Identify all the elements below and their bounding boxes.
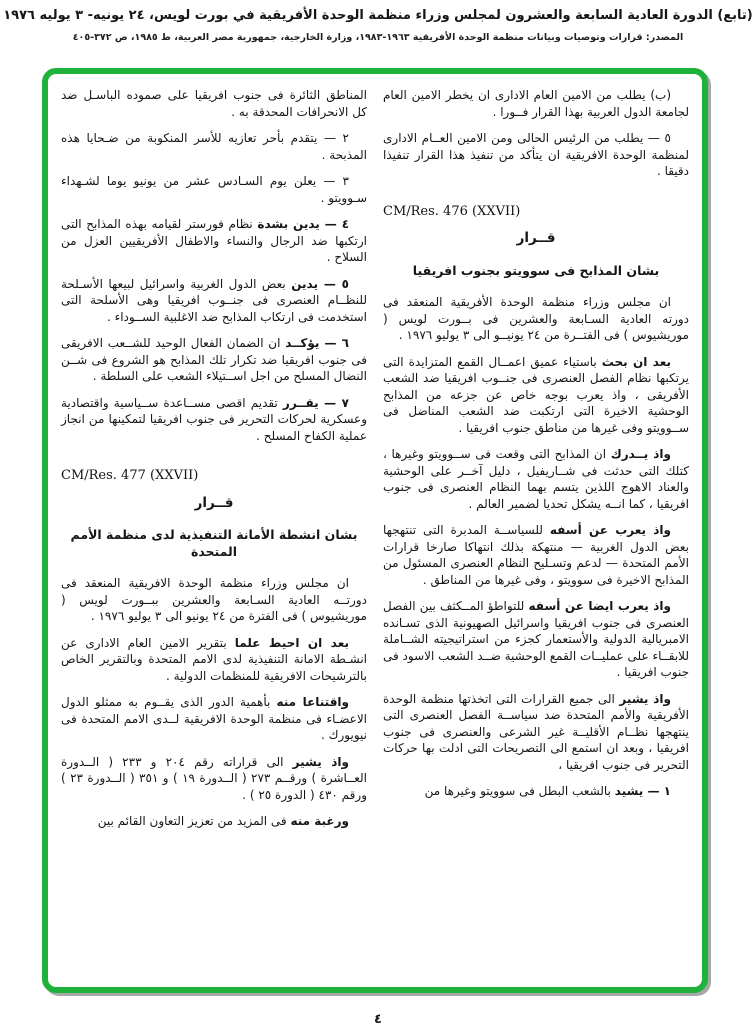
paragraph-lead: واذ يــدرك — [610, 447, 671, 461]
document-frame — [42, 68, 708, 993]
paragraph-text: ان مجلس وزراء منظمة الوحدة الأفريقية المنعقد فى دورته العادية السـابعة والعشرين فى بــورت لويس ( موريشيوس ) فى الفتــرة من ٢٤ يونيــو الى ٣ يوليو ١٩٧٦ . — [383, 295, 689, 342]
preamble-paragraph — [61, 694, 367, 744]
paragraph-lead: واذ يعرب ايضا عن أسفه — [528, 599, 671, 613]
paragraph-text: باستياء عميق اعمــال القمع المتزايدة التى يرتكبها نظام الفصل العنصرى فى جنــوب افريقيا ضد الشعب الأفريقى ، واذ يعرب بوجه خاص عن جزعه من المذابح الوحشية الاخيرة التى ارتكبت ضد الشعب المناضل فى ســوويتو وفى غيرها من مناطق جنوب افريقيا . — [383, 354, 689, 435]
preamble-paragraph — [61, 575, 367, 625]
preamble-paragraph — [61, 813, 367, 830]
source-line: المصدر: قرارات وتوصيات وبيانات منظمة الوحدة الأفريقية ١٩٦٣-١٩٨٣، وزارة الخارجية، جمهورية مصر العربية، ط ١٩٨٥، ص ٣٧٢-٤٠٥ — [72, 32, 684, 43]
resolution-subject: بشان انشطة الأمانة التنفيذية لدى منظمة الأمم المتحدة — [70, 527, 358, 559]
clause-paragraph — [383, 783, 689, 800]
paragraph-text: بالشعب البطل فى سوويتو وغيرها من — [424, 784, 611, 798]
paragraph-lead: واذ يشير — [292, 754, 349, 769]
preamble-paragraph — [383, 691, 689, 774]
column-right — [383, 87, 689, 979]
paragraph-text: للتواطؤ المــكثف بين الفصل العنصرى فى جنوب افريقيا واسرائيل الصهيونية الذى تسـانده الامبريالية الدولية والأستعمار كجزء من استراتيجيته الشــاملة للابقــاء على عمليــات القمع الوحشية ضــد الشعب الاسود فى جنوب افريقيا . — [383, 599, 689, 679]
paragraph-lead: ٧ — يقــرر — [282, 395, 349, 410]
clause-paragraph — [61, 395, 367, 445]
resolution-heading: قــرار — [194, 494, 234, 511]
paragraph-lead: واذ يعرب عن أسفه — [549, 523, 671, 537]
page-number: ٤ — [374, 1012, 382, 1027]
resolution-ref: CM/Res. 477 (XXVII) — [61, 468, 199, 483]
clause-paragraph — [61, 173, 367, 206]
paragraph-text: للسياســة المدبرة التى تنتهجها بعض الدول الغربية — منتهكة بذلك انتهاكا صارخا قرارات الأمم المتحدة — لدعم وتسـليح النظام العنصرى المسئول من المذابح الاخيرة فى سوويتو ، وفى غيرها من المناطق . — [383, 523, 689, 587]
preamble-paragraph — [383, 294, 689, 344]
paragraph-text: ٣ — يعلن يوم السـادس عشر من يونيو يوما لشـهداء سـوويتو . — [61, 174, 367, 205]
paragraph-text: المناطق الثائرة فى جنوب افريقيا على صموده الباسـل ضد كل الانحرافات المحدقة به . — [61, 88, 367, 119]
paragraph-text: بعض الدول الغربية واسرائيل لبيعها الأسـلحة للنظــام العنصرى فى جنــوب افريقيا وهى الأسلحة التى استخدمت فى ارتكاب المذابح ضد الاغلبية الســوداء . — [61, 276, 367, 324]
paragraph-lead: ٦ — يؤكــد — [285, 336, 349, 350]
clause-paragraph — [61, 216, 367, 266]
session-title: (تابع) الدورة العادية السابعة والعشرون لمجلس وزراء منظمة الوحدة الأفريقية في بورت لويس، ٢٤ يونيه- ٣ يوليه ١٩٧٦ — [3, 8, 753, 23]
paragraph-lead: ١ — يشيد — [614, 784, 671, 798]
paragraph-text: تقديم اقصى مســاعدة ســياسية واقتصادية وعسكرية لحركات التحرير فى جنوب افريقيا لتمكينها من انجاز عملية الكفاح المسلح . — [61, 395, 367, 443]
paragraph-lead: ٤ — يدين بشدة — [257, 217, 350, 231]
paragraph-text: نظام فورستر لقيامه بهذه المذابح التى ارتكبها ضد الرجال والنساء والاطفال الأفريقيين العزل من السلاح . — [61, 217, 367, 264]
continuation-paragraph — [61, 87, 367, 120]
paragraph-lead: بعد ان احيط علما — [234, 635, 349, 650]
text-columns — [61, 87, 689, 979]
clause-paragraph — [383, 130, 689, 180]
preamble-paragraph — [383, 446, 689, 512]
paragraph-lead: واقتناعا منه — [276, 695, 349, 709]
paragraph-text: فى المزيد من تعزيز التعاون القائم بين — [97, 814, 287, 828]
preamble-paragraph — [383, 598, 689, 681]
resolution-heading: قــرار — [516, 230, 556, 246]
paragraph-lead: ورغبة منه — [290, 814, 349, 828]
paragraph-text: ٥ — يطلب من الرئيس الحالى ومن الامين العــام الادارى لمنظمة الوحدة الافريقية ان يتأكد من تنفيذ هذا القرار تنفيذا دقيقا . — [383, 131, 689, 178]
paragraph-text: ٢ — يتقدم بأحر تعازيه للأسر المنكوبة من ضـحايا هذه المذبحة . — [61, 131, 367, 162]
paragraph-text: الى قراراته رقم ٢٠٤ و ٢٣٣ ( الــدورة العــاشرة ) ورقــم ٢٧٣ ( الــدورة ١٩ ) و ٣٥١ ( الــدورة ٢٣ ) ورقم ٤٣٠ ( الدورة ٢٥ ) . — [61, 754, 368, 802]
resolution-ref: CM/Res. 476 (XXVII) — [383, 203, 521, 219]
column-left — [61, 87, 367, 979]
preamble-paragraph — [383, 354, 689, 437]
paragraph-text: (ب) يطلب من الامين العام الادارى ان يخطر الامين العام لجامعة الدول العربية بهذا القرار فــورا . — [383, 88, 689, 119]
paragraph-lead: بعد ان بحث — [601, 354, 671, 369]
paragraph-text: ان المذابح التى وقعت فى ســوويتو وغيرها ، كتلك التى حدثت فى شــاريفيل ، دليل آخــر على الوحشية والعناد الاهوج اللذين يتسم بهما النظام العنصرى فى جنوب افريقيا ، كما انــه يشكل تحديا لضمير العالم . — [383, 447, 689, 511]
resolution-subject: بشان المذابح فى سوويتو بجنوب افريقيا — [412, 262, 660, 278]
clause-paragraph — [383, 87, 689, 120]
paragraph-text: الى جميع القرارات التى اتخذتها منظمة الوحدة الأفريقية والأمم المتحدة ضد سياســة الفصل العنصرى التى ينتهجها نظــام الأقليــة غير الشرعى والعنصرى فى جنوب افريقيا ، وبعد ان استمع الى التصريحات التى ادلت بها حركات التحرير فى جنوب افريقيا ، — [383, 691, 689, 772]
paragraph-text: بتقرير الامين العام الادارى عن انشـطة الامانة التنفيذية لدى الامم المتحدة وبالتقرير الخاص بالترشيحات الافريقية للمنظمات الدولية . — [61, 635, 367, 683]
paragraph-text: ان مجلس وزراء منظمة الوحدة الافريقية المنعقد فى دورتــه العادية السـابعة والعشرين ببــورت لويس ( موريشيوس ) فى الفترة من ٢٤ يونيو الى ٣ يوليو ١٩٧٦ . — [61, 576, 367, 623]
preamble-paragraph — [383, 522, 689, 588]
preamble-paragraph — [61, 754, 367, 804]
clause-paragraph — [61, 335, 367, 385]
paragraph-lead: واذ يشير — [619, 691, 671, 706]
paragraph-lead: ٥ — يدين — [291, 276, 349, 291]
page-header — [0, 8, 756, 43]
clause-paragraph — [61, 130, 367, 163]
paragraph-text: ان الضمان الفعال الوحيد للشــعب الافريقى فى جنوب افريقيا ضد تكرار تلك المذابح هو الشروع فى شــن النضال المسلح من اجل اســتيلاء الشعب على السلطة . — [61, 336, 367, 383]
preamble-paragraph — [61, 635, 367, 685]
clause-paragraph — [61, 276, 367, 326]
paragraph-text: بأهمية الدور الذى يقــوم به ممثلو الدول الاعضـاء فى منظمة الوحدة الافريقية لــدى الامم المتحدة فى نيويورك . — [61, 695, 367, 742]
